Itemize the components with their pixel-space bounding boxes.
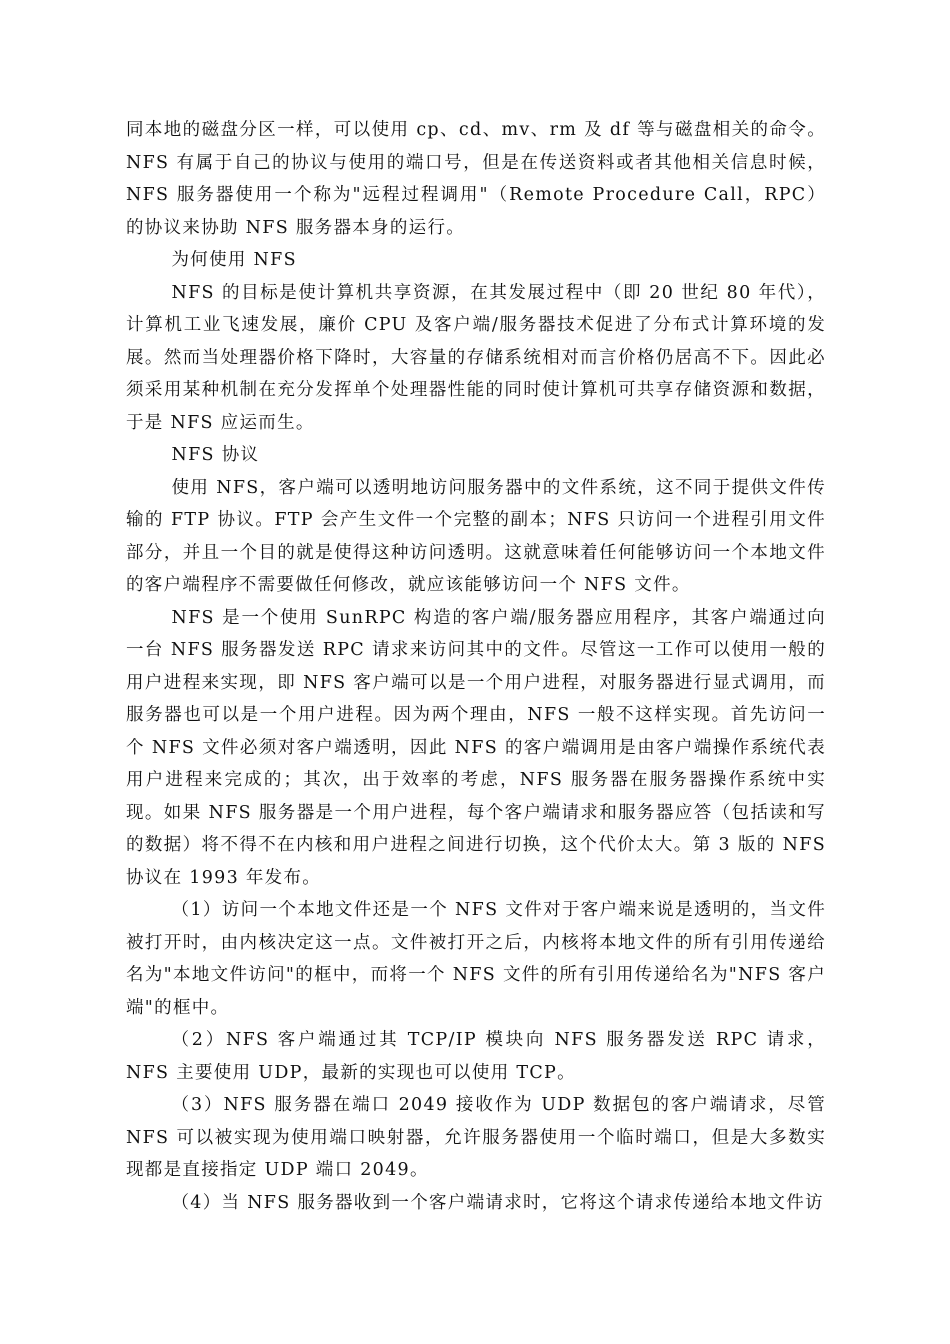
heading-why-use-nfs: 为何使用 NFS (171, 250, 297, 270)
heading-nfs-protocol: NFS 协议 (171, 445, 260, 465)
paragraph-step-3: （3）NFS 服务器在端口 2049 接收作为 UDP 数据包的客户端请求，尽管 NFS 可以被实现为使用端口映射器，允许服务器使用一个临时端口，但是大多数实现都是直接指定 UDP 端口 2049。 (126, 1095, 826, 1180)
paragraph-step-1: （1）访问一个本地文件还是一个 NFS 文件对于客户端来说是透明的，当文件被打开时，由内核决定这一点。文件被打开之后，内核将本地文件的所有引用传递给名为"本地文件访问"的框中，而将一个 NFS 文件的所有引用传递给名为"NFS 客户端"的框中。 (126, 900, 826, 1018)
paragraph-nfs-goal: NFS 的目标是使计算机共享资源，在其发展过程中（即 20 世纪 80 年代），计算机工业飞速发展，廉价 CPU 及客户端/服务器技术促进了分布式计算环境的发展。然而当处理器价格下降时，大容量的存储系统相对而言价格仍居高不下。因此必须采用某种机制在充分发挥单个处理器性能的同时使计算机可共享存储资源和数据，于是 NFS 应运而生。 (126, 282, 826, 433)
paragraph-nfs-sunrpc: NFS 是一个使用 SunRPC 构造的客户端/服务器应用程序，其客户端通过向一台 NFS 服务器发送 RPC 请求来访问其中的文件。尽管这一工作可以使用一般的用户进程来实现，即 NFS 客户端可以是一个用户进程，对服务器进行显式调用，而服务器也可以是一个用户进程。因为两个理由，NFS 一般不这样实现。首先访问一个 NFS 文件必须对客户端透明，因此 NFS 的客户端调用是由客户端操作系统代表用户进程来完成的；其次，出于效率的考虑，NFS 服务器在服务器操作系统中实现。如果 NFS 服务器是一个用户进程，每个客户端请求和服务器应答（包括读和写的数据）将不得不在内核和用户进程之间进行切换，这个代价太大。第 3 版的 NFS 协议在 1993 年发布。 (126, 607, 826, 888)
paragraph-step-2: （2）NFS 客户端通过其 TCP/IP 模块向 NFS 服务器发送 RPC 请求，NFS 主要使用 UDP，最新的实现也可以使用 TCP。 (126, 1030, 826, 1083)
paragraph-step-4: （4）当 NFS 服务器收到一个客户端请求时，它将这个请求传递给本地文件访 (171, 1192, 824, 1213)
paragraph-nfs-intro-continued: 同本地的磁盘分区一样，可以使用 cp、cd、mv、rm 及 df 等与磁盘相关的命令。NFS 有属于自己的协议与使用的端口号，但是在传送资料或者其他相关信息时候，NFS 服务器使用一个称为"远程过程调用"（Remote Procedure Call，RPC）的协议来协助 NFS 服务器本身的运行。 (126, 120, 826, 238)
paragraph-nfs-transparent-access: 使用 NFS，客户端可以透明地访问服务器中的文件系统，这不同于提供文件传输的 FTP 协议。FTP 会产生文件一个完整的副本；NFS 只访问一个进程引用文件部分，并且一个目的就是使得这种访问透明。这就意味着任何能够访问一个本地文件的客户端程序不需要做任何修改，就应该能够访问一个 NFS 文件。 (126, 477, 826, 595)
document-body (126, 114, 826, 1219)
